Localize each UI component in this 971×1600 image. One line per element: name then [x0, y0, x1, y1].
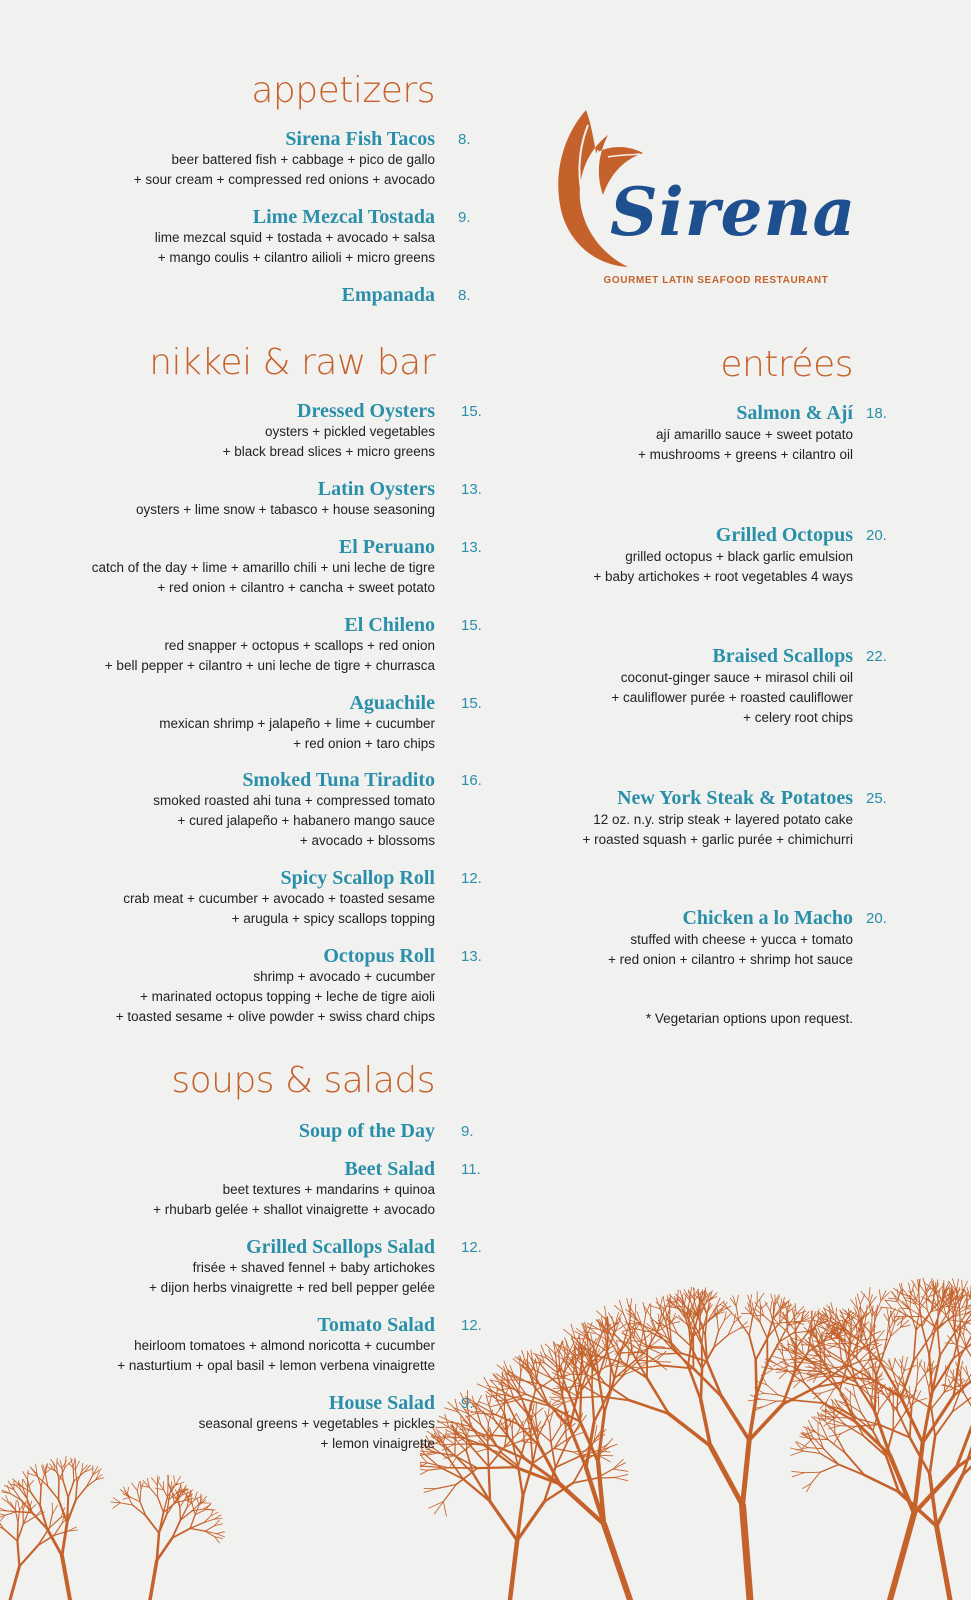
menu-item-price: 22. [866, 648, 887, 665]
description-line: + toasted sesame + olive powder + swiss chard chips [115, 1009, 435, 1024]
description-line: + nasturtium + opal basil + lemon verbena vinaigrette [117, 1358, 435, 1373]
menu-item-price: 11. [461, 1161, 481, 1178]
sea-fan-coral-icon [420, 1040, 971, 1600]
menu-item-price: 13. [461, 539, 482, 556]
description-line: + red onion + cilantro + cancha + sweet potato [157, 580, 435, 595]
menu-item-description [638, 425, 853, 465]
description-line: mexican shrimp + jalapeño + lime + cucumber [159, 716, 435, 731]
description-line: crab meat + cucumber + avocado + toasted sesame [123, 891, 435, 906]
menu-item-name: Aguachile [349, 692, 435, 714]
menu-item-price: 20. [866, 910, 887, 927]
menu-item-price: 9. [461, 1123, 474, 1140]
description-line: + cured jalapeño + habanero mango sauce [177, 813, 435, 828]
menu-item-price: 12. [461, 1317, 482, 1334]
description-line: + avocado + blossoms [299, 833, 435, 848]
menu-item-description [149, 1258, 435, 1298]
description-line: + mushrooms + greens + cilantro oil [638, 447, 853, 462]
menu-item-name: Sirena Fish Tacos [285, 128, 435, 150]
menu-item-price: 15. [461, 695, 482, 712]
menu-item-price: 15. [461, 617, 482, 634]
menu-item-description [155, 228, 435, 268]
menu-item-name: New York Steak & Potatoes [617, 787, 853, 809]
menu-item-price: 8. [458, 287, 471, 304]
description-line: seasonal greens + vegetables + pickles [198, 1416, 435, 1431]
menu-item-description [608, 930, 853, 970]
menu-item-name: Chicken a lo Macho [682, 907, 853, 929]
description-line: coconut-ginger sauce + mirasol chili oil [620, 670, 853, 685]
description-line: + bell pepper + cilantro + uni leche de tigre + churrasca [104, 658, 435, 673]
menu-item-description [136, 500, 435, 520]
description-line: ají amarillo sauce + sweet potato [656, 427, 853, 442]
description-line: lime mezcal squid + tostada + avocado + salsa [154, 230, 435, 245]
section-heading-entrees: entrées [720, 344, 853, 385]
menu-item-name: Latin Oysters [317, 478, 435, 500]
description-line: + red onion + taro chips [293, 736, 435, 751]
menu-item-price: 12. [461, 870, 482, 887]
description-line: + sour cream + compressed red onions + avocado [133, 172, 435, 187]
restaurant-logo [548, 105, 878, 295]
description-line: + arugula + spicy scallops topping [231, 911, 435, 926]
menu-item-price: 13. [461, 948, 482, 965]
menu-item-price: 13. [461, 481, 482, 498]
menu-item-price: 16. [461, 772, 482, 789]
section-heading-soups: soups & salads [171, 1060, 435, 1101]
menu-item-name: Soup of the Day [298, 1120, 435, 1142]
description-line: oysters + pickled vegetables [265, 424, 435, 439]
description-line: beet textures + mandarins + quinoa [222, 1182, 435, 1197]
menu-item-name: El Peruano [338, 536, 435, 558]
section-heading-appetizers: appetizers [251, 70, 435, 111]
menu-item-name: Octopus Roll [323, 945, 435, 967]
description-line: catch of the day + lime + amarillo chili + uni leche de tigre [91, 560, 435, 575]
description-line: + black bread slices + micro greens [222, 444, 435, 459]
menu-item-price: 18. [866, 405, 887, 422]
description-line: + dijon herbs vinaigrette + red bell pepper gelée [149, 1280, 435, 1295]
menu-item-description [123, 889, 435, 929]
menu-item-name: Grilled Scallops Salad [246, 1236, 435, 1258]
description-line: + red onion + cilantro + shrimp hot sauce [607, 952, 853, 967]
menu-item-description [582, 810, 853, 850]
menu-item-description [593, 547, 853, 587]
menu-item-description [92, 558, 435, 598]
description-line: red snapper + octopus + scallops + red onion [164, 638, 435, 653]
description-line: 12 oz. n.y. strip steak + layered potato cake [593, 812, 853, 827]
menu-item-name: Tomato Salad [317, 1314, 435, 1336]
menu-item-description [116, 967, 435, 1027]
menu-item-name: Smoked Tuna Tiradito [242, 769, 435, 791]
menu-item-name: Braised Scallops [712, 645, 853, 667]
description-line: + marinated octopus topping + leche de tigre aioli [140, 989, 435, 1004]
menu-item-price: 9. [458, 209, 471, 226]
menu-item-name: Empanada [341, 284, 435, 306]
menu-item-description [611, 668, 853, 728]
description-line: + cauliflower purée + roasted cauliflower [611, 690, 853, 705]
description-line: beer battered fish + cabbage + pico de gallo [171, 152, 435, 167]
menu-item-description [159, 714, 435, 754]
menu-item-name: Beet Salad [344, 1158, 435, 1180]
menu-item-price: 9. [461, 1395, 474, 1412]
menu-item-name: Spicy Scallop Roll [280, 867, 435, 889]
description-line: + mango coulis + cilantro ailioli + micro greens [157, 250, 435, 265]
description-line: + lemon vinaigrette [320, 1436, 435, 1451]
menu-item-description [153, 791, 435, 851]
menu-item-description [105, 636, 435, 676]
menu-item-name: Lime Mezcal Tostada [252, 206, 435, 228]
description-line: + celery root chips [743, 710, 853, 725]
menu-item-name: Salmon & Ají [736, 402, 853, 424]
description-line: smoked roasted ahi tuna + compressed tomato [153, 793, 435, 808]
description-line: + roasted squash + garlic purée + chimichurri [582, 832, 853, 847]
menu-item-description [134, 150, 435, 190]
menu-item-price: 20. [866, 527, 887, 544]
menu-item-price: 12. [461, 1239, 482, 1256]
menu-item-description [199, 1414, 435, 1454]
description-line: grilled octopus + black garlic emulsion [625, 549, 853, 564]
description-line: heirloom tomatoes + almond noricotta + cucumber [134, 1338, 435, 1353]
menu-item-description [223, 422, 435, 462]
logo-tagline: GOURMET LATIN SEAFOOD RESTAURANT [603, 275, 829, 286]
menu-item-price: 25. [866, 790, 887, 807]
logo-wordmark: Sirena [610, 173, 857, 251]
description-line: shrimp + avocado + cucumber [253, 969, 435, 984]
menu-item-name: Dressed Oysters [297, 400, 435, 422]
description-line: stuffed with cheese + yucca + tomato [630, 932, 853, 947]
vegetarian-note: * Vegetarian options upon request. [645, 1011, 853, 1026]
menu-item-price: 8. [458, 131, 471, 148]
description-line: frisée + shaved fennel + baby artichokes [192, 1260, 435, 1275]
menu-item-name: House Salad [328, 1392, 435, 1414]
menu-item-description [153, 1180, 435, 1220]
description-line: oysters + lime snow + tabasco + house seasoning [135, 502, 435, 517]
menu-item-price: 15. [461, 403, 482, 420]
menu-item-name: El Chileno [344, 614, 435, 636]
description-line: + rhubarb gelée + shallot vinaigrette + avocado [153, 1202, 435, 1217]
description-line: + baby artichokes + root vegetables 4 ways [593, 569, 853, 584]
menu-item-description [117, 1336, 435, 1376]
menu-item-name: Grilled Octopus [715, 524, 853, 546]
section-heading-nikkei: nikkei & raw bar [149, 342, 435, 383]
